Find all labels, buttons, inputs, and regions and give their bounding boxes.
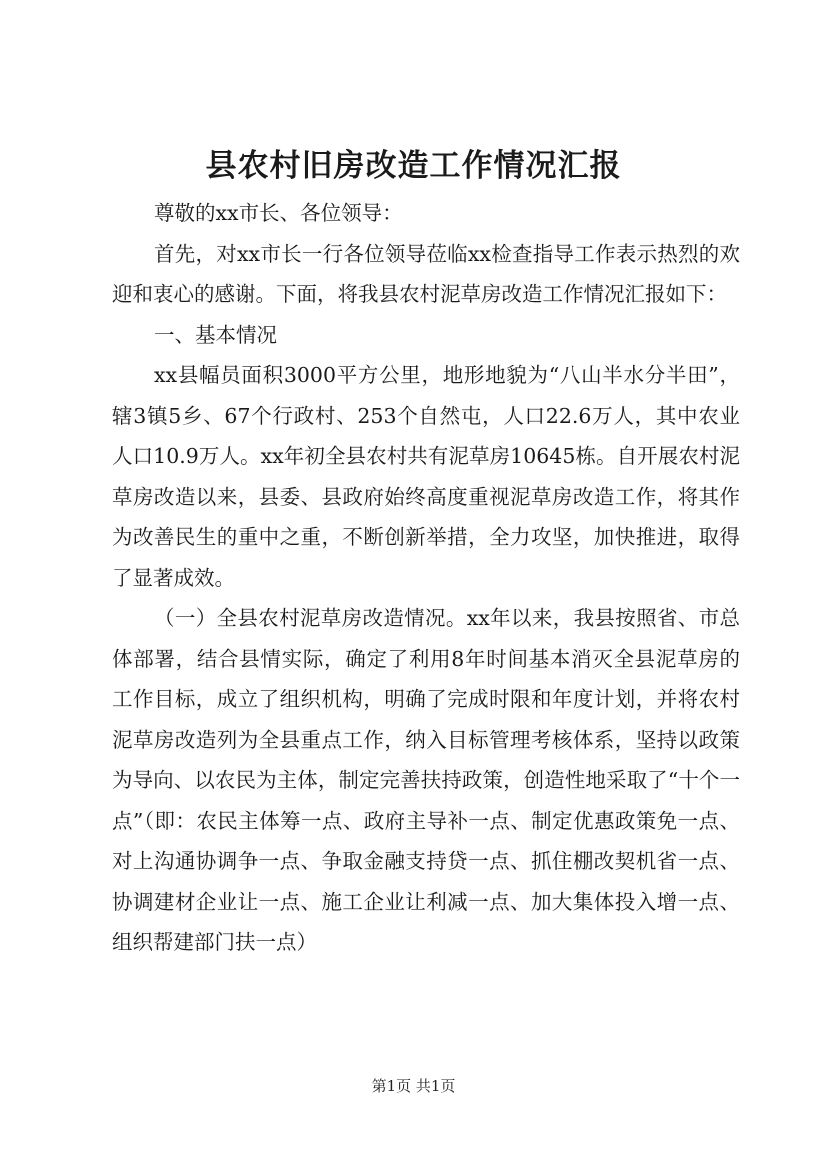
document-body <box>112 193 740 963</box>
page-footer: 第1页 共1页 <box>371 1077 456 1095</box>
paragraph-intro: 首先，对xx市长一行各位领导莅临xx检查指导工作表示热烈的欢迎和衷心的感谢。下面，将我县农村泥草房改造工作情况汇报如下： <box>112 241 740 306</box>
section-heading-basic-situation: 一、基本情况 <box>154 322 277 347</box>
document-title: 县农村旧房改造工作情况汇报 <box>205 148 622 184</box>
paragraph-basic-situation: xx县幅员面积3000平方公里，地形地貌为“八山半水分半田”，辖3镇5乡、67个行政村、253个自然屯，人口22.6万人，其中农业人口10.9万人。xx年初全县农村共有泥草房10645栋。自开展农村泥草房改造以来，县委、县政府始终高度重视泥草房改造工作，将其作为改善民生的重中之重，不断创新举措，全力攻坚，加快推进，取得了显著成效。 <box>112 363 740 590</box>
salutation: 尊敬的xx市长、各位领导： <box>154 201 403 225</box>
paragraph-renovation-status: （一）全县农村泥草房改造情况。xx年以来，我县按照省、市总体部署，结合县情实际，确定了利用8年时间基本消灭全县泥草房的工作目标，成立了组织机构，明确了完成时限和年度计划，并将农村泥草房改造列为全县重点工作，纳入目标管理考核体系，坚持以政策为导向、以农民为主体，制定完善扶持政策，创造性地采取了“十个一点”（即：农民主体筹一点、政府主导补一点、制定优惠政策免一点、对上沟通协调争一点、争取金融支持贷一点、抓住棚改契机省一点、协调建材企业让一点、施工企业让利减一点、加大集体投入增一点、组织帮建部门扶一点） <box>112 606 740 954</box>
